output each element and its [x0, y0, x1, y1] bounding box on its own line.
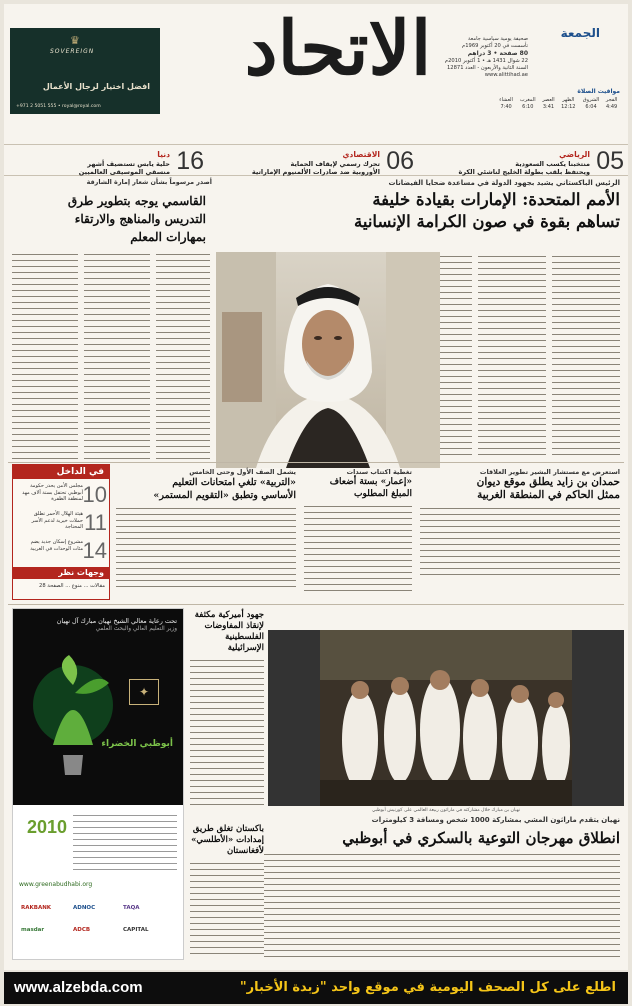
website: www.alittihad.ae — [484, 72, 528, 78]
ad-banner — [13, 609, 183, 805]
ad-website[interactable]: www.greenabudhabi.org — [19, 881, 93, 888]
story-kicker: استعرض مع مستشار البشير تطوير العلاقات — [479, 468, 620, 476]
sponsor-logo: CAPITAL — [123, 927, 149, 933]
lead-headline[interactable]: الأمم المتحدة: الإمارات بقيادة خليفة تساهم بقوة في صون الكرامة الإنسانية — [354, 190, 620, 231]
prayer-title: مواقيت الصلاة — [577, 88, 620, 95]
divider — [8, 462, 624, 463]
prayer-time: 3:41 — [542, 104, 555, 110]
green-bulb-illustration — [13, 635, 183, 805]
lead-body-col — [478, 254, 546, 460]
teaser-page-number: 05 — [596, 147, 624, 175]
gaza-body — [190, 658, 264, 808]
prayer-name: الشروق — [582, 97, 600, 103]
views-title: وجهات نظر — [13, 567, 109, 579]
ad-text: افضل اختيار لرجال الأعمال — [42, 82, 150, 91]
sharjah-body-col — [156, 252, 210, 462]
prayer-name: الفجر — [605, 97, 618, 103]
prayer-time: 12:12 — [561, 104, 576, 110]
ad-title: أبوظبي الخضراء — [101, 739, 173, 749]
newspaper-page — [4, 4, 628, 970]
crown-icon: ♛ — [70, 34, 80, 47]
teaser-page-number: 16 — [176, 147, 204, 175]
ad-contact: +971 2 5051 555 • royal@royal.com — [16, 104, 101, 109]
prayer-times — [496, 88, 620, 111]
gaza-col[interactable] — [190, 610, 264, 808]
ad-logo-emblem: ✦ — [129, 679, 159, 705]
sponsor-logos — [13, 899, 183, 959]
story-body — [116, 506, 296, 590]
green-abudhabi-ad[interactable] — [12, 608, 184, 960]
teaser-sports[interactable] — [418, 148, 624, 174]
pages-price: 80 صفحة • 3 دراهم — [467, 50, 528, 57]
story-kicker: تغطية اكتتاب سندات — [346, 468, 412, 476]
marathon-headline[interactable]: انطلاق مهرجان التوعية بالسكري في أبوظبي — [342, 829, 620, 847]
story-hamdan[interactable] — [420, 468, 620, 576]
ad-year: 2010 — [27, 817, 68, 837]
inside-box — [12, 464, 110, 600]
founded-date: تأسست في 20 أكتوبر 1969م — [462, 43, 528, 49]
prayer-time: 6:10 — [522, 104, 534, 110]
story-education[interactable] — [116, 468, 296, 590]
prayer-time: 4:49 — [605, 104, 618, 110]
crowd-image — [268, 630, 624, 806]
masthead — [4, 4, 628, 112]
views-text[interactable]: مقالات ... منوع ... الصفحة 28 — [39, 583, 105, 589]
newspaper-logo: الاتحاد — [244, 6, 432, 92]
story-headline: «التربية» تلغي امتحانات التعليم الأساسي وتطبق «التقويم المستمر» — [153, 477, 296, 501]
teaser-headline: حلية يابس تستضيف أشهر منسقي الموسيقى العالميين — [78, 160, 170, 176]
inside-item[interactable]: 11 هيئة الهلال الأحمر تطلق حملات خيرية لدعم الأسر المحتاجة — [31, 510, 107, 535]
story-emaar[interactable] — [304, 468, 412, 596]
story-body — [420, 506, 620, 576]
gaza-head: جهود أميركية مكثفة لإنقاذ المفاوضات الفلسطينية الإسرائيلية — [194, 610, 264, 653]
prayer-time: 6:04 — [585, 104, 597, 110]
story-kicker: يشمل الصف الأول وحتى الخامس — [189, 468, 296, 476]
issue-day: الجمعة — [560, 26, 600, 40]
lead-body-col — [552, 254, 620, 460]
ad-patron-title: وزير التعليم العالي والبحث العلمي — [95, 626, 177, 632]
issue-meta — [398, 36, 528, 79]
story-headline: «إعمار» بستة أضعاف المبلغ المطلوب — [329, 477, 412, 499]
teaser-section: دنيا — [157, 150, 170, 159]
sheikh-photo — [216, 252, 440, 468]
sharjah-body-col — [84, 252, 150, 462]
teaser-economy[interactable] — [208, 148, 414, 174]
sponsor-logo: ADCB — [73, 927, 91, 933]
prayer-name: العشاء — [499, 97, 513, 103]
sharjah-headline[interactable]: القاسمي يوجه بتطوير طرق التدريس والمناهج والارتقاء بمهارات المعلم — [67, 194, 206, 244]
photo-caption: نهيان بن مبارك خلال مشاركته في ماراثون ربيعة العالمي على كورنيش أبوظبي — [371, 808, 521, 813]
teaser-page-number: 06 — [386, 147, 414, 175]
teaser-headline: تحرك رسمي لإيقاف الحماية الأوروبية ضد صادرات الألمنيوم الإماراتية — [251, 160, 380, 176]
sharjah-body-col — [12, 252, 78, 462]
sovereign-ad[interactable] — [10, 28, 160, 114]
lead-kicker: الرئيس الباكستاني يشيد بجهود الدولة في مساعدة ضحايا الفيضانات — [388, 179, 620, 187]
pakistan-head: باكستان تغلق طريق إمدادات «الأطلسي» لأفغانستان — [191, 824, 264, 856]
teaser-section: الاقتصادي — [342, 150, 380, 159]
issue-date: 22 شوال 1431 هـ • 1 أكتوبر 2010م — [444, 58, 528, 64]
sponsor-logo: masdar — [21, 927, 45, 933]
teaser-section: الرياضي — [559, 150, 590, 159]
prayer-name: العصر — [542, 97, 555, 103]
tagline: صحيفة يومية سياسية جامعة — [468, 36, 528, 42]
marathon-kicker: نهيان يتقدم ماراثون المشي بمشاركة 1000 شخص ومسافة 3 كيلومترات — [371, 816, 620, 824]
sponsor-logo: TAQA — [123, 905, 140, 911]
prayer-name: المغرب — [519, 97, 536, 103]
divider — [8, 604, 624, 605]
ad-body — [73, 813, 177, 873]
story-headline: حمدان بن زايد يطلق موقع ديوان ممثل الحاكم في المنطقة الغربية — [476, 476, 620, 501]
teaser-headline: منتخبنا يكسب السعودية ويحتفظ بلقب بطولة الخليج لناشئي الكرة — [458, 160, 590, 176]
footer-url[interactable]: www.alzebda.com — [14, 979, 143, 996]
issue-number: السنة الثانية والأربعون - العدد 12871 — [447, 65, 528, 71]
sharjah-kicker: أصدر مرسوماً بشأن شعار إمارة الشارقة — [86, 178, 212, 186]
prayer-time: 7:40 — [500, 104, 512, 110]
story-body — [304, 504, 412, 596]
ad-patron: تحت رعاية معالي الشيخ نهيان مبارك آل نهيان — [56, 617, 177, 625]
pakistan-body — [190, 861, 264, 957]
teaser-bar — [4, 144, 628, 176]
inside-item[interactable]: 14 مشروع إسكان جديد يضم مئات الوحدات في الغربية — [30, 538, 107, 563]
footer-banner[interactable] — [4, 972, 628, 1004]
sponsor-logo: ADNOC — [73, 905, 96, 911]
inside-item[interactable]: 10 مجلس الأمن يحذر حكومة أبوظبي تحتفل بستة آلاف مهد لمنطقة الظفرة — [22, 482, 107, 507]
prayer-name: الظهر — [562, 97, 575, 103]
teaser-life[interactable] — [8, 148, 204, 174]
prayer-table — [496, 97, 620, 111]
footer-message: اطلع على كل الصحف اليومية في موقع واحد "زبدة الأخبار" — [239, 980, 616, 995]
marathon-body — [264, 852, 620, 958]
inside-title: في الداخل — [13, 465, 109, 479]
portrait-image — [216, 252, 440, 468]
pakistan-col[interactable] — [190, 824, 264, 957]
ad-brand: SOVEREIGN — [50, 48, 95, 55]
marathon-photo — [268, 630, 624, 806]
sponsor-logo: RAKBANK — [21, 905, 52, 911]
